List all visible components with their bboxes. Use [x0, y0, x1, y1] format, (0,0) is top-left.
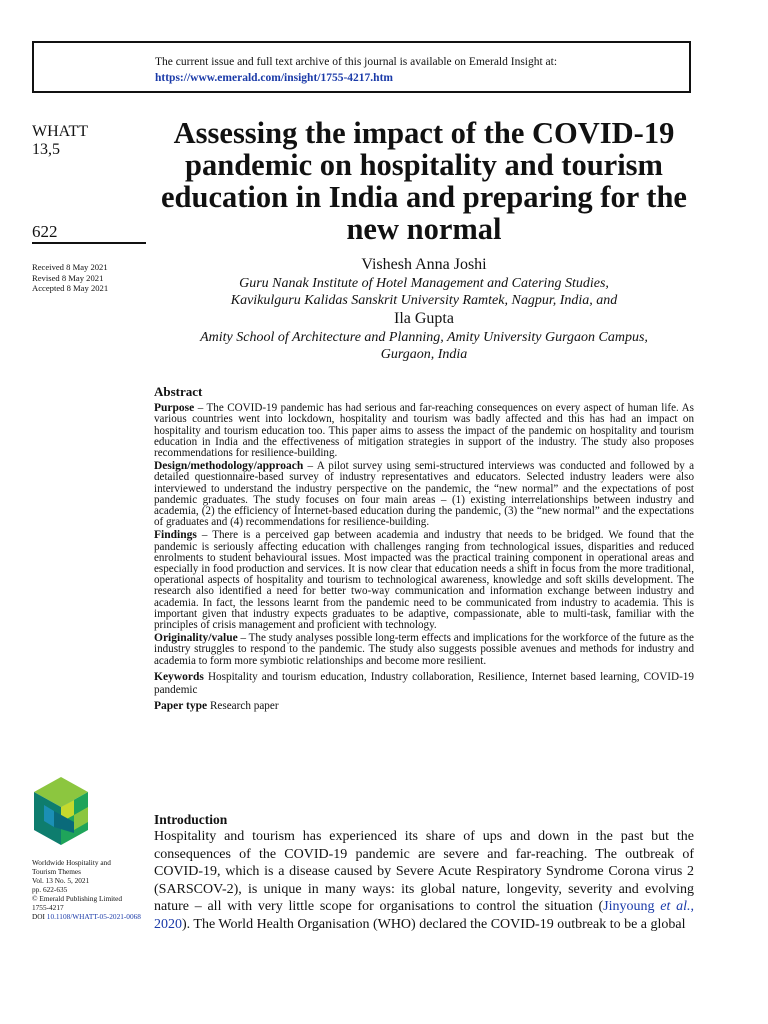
- journal-volume: 13,5: [32, 141, 60, 158]
- author-name: Ila Gupta: [394, 310, 454, 327]
- keywords: [154, 671, 694, 697]
- citation-year: , 2020: [154, 899, 694, 932]
- paper-type-text: Research paper: [207, 699, 279, 712]
- author-name: Vishesh Anna Joshi: [361, 256, 487, 273]
- doi-prefix: DOI: [32, 912, 47, 921]
- author-block: [150, 255, 698, 363]
- notice-text: The current issue and full text archive of this journal is available on Emerald Insight at:: [155, 56, 558, 68]
- findings-label: Findings: [154, 529, 197, 542]
- paper-type-label: Paper type: [154, 699, 208, 712]
- doi-line: [32, 912, 141, 921]
- author-affiliation: Kavikulguru Kalidas Sanskrit University Ramtek, Nagpur, India, and: [230, 293, 618, 308]
- abstract-originality: [154, 633, 694, 667]
- keywords-text: Hospitality and tourism education, Industry collaboration, Resilience, Internet based learning, COVID-19 pandemic: [154, 670, 694, 696]
- received-date: Received 8 May 2021: [32, 262, 108, 272]
- emerald-publishing-logo-icon: [30, 775, 92, 847]
- journal-url-link[interactable]: https://www.emerald.com/insight/1755-4217.htm: [155, 72, 393, 84]
- article-title: Assessing the impact of the COVID-19 pandemic on hospitality and tourism education in India and preparing for the new normal: [161, 116, 687, 246]
- page-number: 622: [32, 222, 58, 241]
- paper-type: [154, 701, 694, 712]
- pub-line: Worldwide Hospitality and: [32, 858, 111, 867]
- journal-abbrev: WHATT: [32, 123, 88, 140]
- pub-line: pp. 622-635: [32, 885, 68, 894]
- pub-line: © Emerald Publishing Limited: [32, 894, 123, 903]
- pub-line: 1755-4217: [32, 903, 64, 912]
- accepted-date: Accepted 8 May 2021: [32, 283, 109, 293]
- publication-info: [32, 858, 141, 921]
- doi-link[interactable]: 10.1108/WHATT-05-2021-0068: [46, 912, 141, 921]
- design-label: Design/methodology/approach: [154, 460, 304, 473]
- article-dates: [32, 262, 108, 294]
- introduction-section: [154, 812, 694, 934]
- purpose-label: Purpose: [154, 402, 195, 415]
- abstract: [154, 386, 694, 714]
- journal-access-notice: [32, 41, 691, 93]
- purpose-text: – The COVID-19 pandemic has had serious and far-reaching consequences on every aspect of human life. As various countries went into lockdown, hospitality and tourism was badly affected and this has had an impact on hospitality and tourism education too. This paper aims to assess the impact of the pandemic on hospitality and tourism education in India and the effectiveness of mitigation strategies in support of the industry. The study also proposes recommendations for resilience-building.: [154, 402, 694, 460]
- intro-text: Hospitality and tourism has experienced its share of ups and down in the past but the consequences of the COVID-19 pandemic are severe and far-reaching. The outbreak of COVID-19, which is a disease caused by Severe Acute Respiratory Syndrome Corona virus 2 (SARSCOV-2), is unique in many ways: its global nature, longevity, severity and evolving nature – all with very little scope for organisations to control the situation (: [154, 829, 694, 915]
- introduction-heading: Introduction: [154, 812, 228, 827]
- citation-etal: et al.: [660, 899, 691, 915]
- abstract-design: [154, 461, 694, 528]
- journal-code: [32, 123, 88, 159]
- abstract-purpose: [154, 403, 694, 459]
- intro-text-continued: ). The World Health Organisation (WHO) declared the COVID-19 outbreak to be a global: [182, 916, 686, 932]
- keywords-label: Keywords: [154, 670, 204, 683]
- revised-date: Revised 8 May 2021: [32, 272, 104, 283]
- originality-text: – The study analyses possible long-term effects and implications for the workforce of the future as the industry struggles to respond to the pandemic. The study also suggests possible avenues and methods for industry and academia to form more symbiotic relationships and become more resilient.: [154, 632, 694, 667]
- pub-line: Tourism Themes: [32, 867, 82, 876]
- abstract-heading: Abstract: [154, 384, 203, 399]
- author-affiliation: Amity School of Architecture and Planning, Amity University Gurgaon Campus,: [200, 330, 648, 345]
- author-affiliation: Gurgaon, India: [380, 347, 468, 362]
- page-number-rule: [32, 242, 146, 244]
- abstract-findings: [154, 530, 694, 631]
- originality-label: Originality/value: [154, 632, 238, 645]
- citation-author: Jinyoung: [603, 899, 661, 915]
- author-affiliation: Guru Nanak Institute of Hotel Management and Catering Studies,: [239, 276, 609, 291]
- findings-text: – There is a perceived gap between academia and industry that needs to be bridged. We found that the pandemic is seriously affecting education with challenges ranging from technological issues, disparities and reduced enrolments to student behavioural issues. Most impacted was the practical training component in operational areas and especially in food production and services. It is now clear that education needs a shift in focus from the more traditional, operational aspects of hospitality and tourism to technological awareness, knowledge and soft skills development. The research also identified a need for better two-way communication and information exchange between industry and academia. In fact, the lessons learnt from the pandemic need to be communicated from industry to academia. This is important given that industry expects graduates to be adaptive, compassionate, able to multi-task, familiar with the principles of crisis management and proficient with technology.: [154, 529, 694, 632]
- pub-line: Vol. 13 No. 5, 2021: [32, 876, 90, 885]
- introduction-paragraph: [154, 828, 694, 934]
- design-text: – A pilot survey using semi-structured interviews was conducted and followed by a detailed questionnaire-based survey of industry representatives and educators. Selected industry leaders were also interviewed to understand the industry perspective on the pandemic, the “new normal” and the expectations of post pandemic graduates. The study focuses on four main areas – (1) existing interrelationships between industry and academia, (2) the efficiency of Internet-based education during the pandemic, (3) the “new normal” and the expectations of graduates and (4) recommendations for resilience-building.: [154, 460, 694, 529]
